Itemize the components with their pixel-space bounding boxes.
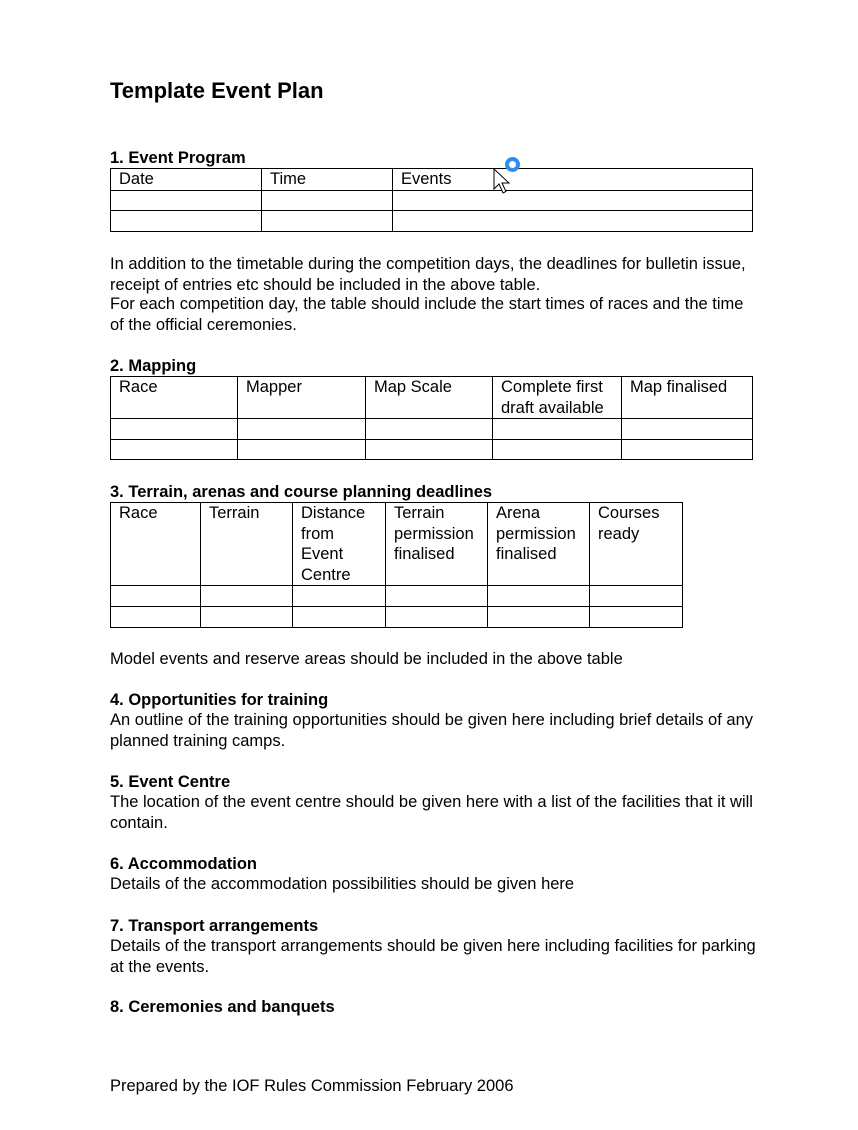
table-header-cell: Race <box>111 503 201 586</box>
section-7-text: Details of the transport arrangements should be given here including facilities for parking at the events. <box>110 937 756 976</box>
table-header-cell: Terrain <box>201 503 293 586</box>
mapping-table <box>110 376 753 460</box>
table-cell[interactable] <box>393 190 753 210</box>
footer-text: Prepared by the IOF Rules Commission February 2006 <box>110 1077 514 1095</box>
table-cell[interactable] <box>262 210 393 231</box>
table-cell[interactable] <box>366 419 493 440</box>
table-cell[interactable] <box>111 440 238 460</box>
table-cell[interactable] <box>111 586 201 607</box>
table-header-row <box>111 377 753 419</box>
table-cell[interactable] <box>111 190 262 210</box>
table-row <box>111 419 753 440</box>
table-cell[interactable] <box>293 586 386 607</box>
table-cell[interactable] <box>488 586 590 607</box>
table-header-cell: Terrain permission finalised <box>386 503 488 586</box>
section-1-heading: 1. Event Program <box>110 149 246 167</box>
page-title: Template Event Plan <box>110 78 324 103</box>
table-cell[interactable] <box>386 607 488 628</box>
table-header-cell: Complete first draft available <box>493 377 622 419</box>
event-program-table <box>110 168 753 232</box>
section-8-heading: 8. Ceremonies and banquets <box>110 998 335 1016</box>
table-header-cell: Map finalised <box>622 377 753 419</box>
table-cell[interactable] <box>111 419 238 440</box>
section-3-note: Model events and reserve areas should be included in the above table <box>110 650 623 668</box>
table-cell[interactable] <box>111 607 201 628</box>
table-cell[interactable] <box>488 607 590 628</box>
section-4-text: An outline of the training opportunities should be given here including brief details of any planned training camps. <box>110 711 754 750</box>
table-cell[interactable] <box>393 210 753 231</box>
table-header-row <box>111 503 683 586</box>
table-cell[interactable] <box>262 190 393 210</box>
table-header-cell: Courses ready <box>590 503 683 586</box>
table-header-row <box>111 169 753 191</box>
table-cell[interactable] <box>493 419 622 440</box>
mouse-pointer-icon <box>493 168 513 198</box>
section-5-heading: 5. Event Centre <box>110 773 231 791</box>
section-2-heading: 2. Mapping <box>110 357 197 375</box>
table-row <box>111 607 683 628</box>
table-cell[interactable] <box>622 419 753 440</box>
table-cell[interactable] <box>111 210 262 231</box>
table-cell[interactable] <box>366 440 493 460</box>
terrain-deadlines-table <box>110 502 683 628</box>
table-header-cell: Map Scale <box>366 377 493 419</box>
table-header-cell: Events <box>393 169 753 191</box>
section-1-paragraph-1: In addition to the timetable during the competition days, the deadlines for bulletin issue, receipt of entries etc should be included in the above table. <box>110 255 746 294</box>
table-header-cell: Race <box>111 377 238 419</box>
section-3-heading: 3. Terrain, arenas and course planning deadlines <box>110 483 493 501</box>
table-cell[interactable] <box>293 607 386 628</box>
table-cell[interactable] <box>238 440 366 460</box>
table-header-cell: Distance from Event Centre <box>293 503 386 586</box>
table-row <box>111 210 753 231</box>
table-cell[interactable] <box>386 586 488 607</box>
table-header-cell: Date <box>111 169 262 191</box>
section-6-text: Details of the accommodation possibilities should be given here <box>110 875 575 893</box>
table-cell[interactable] <box>622 440 753 460</box>
section-5-text: The location of the event centre should be given here with a list of the facilities that it will contain. <box>110 793 753 832</box>
table-cell[interactable] <box>590 586 683 607</box>
table-header-cell: Time <box>262 169 393 191</box>
table-header-cell: Arena permission finalised <box>488 503 590 586</box>
table-row <box>111 190 753 210</box>
table-cell[interactable] <box>590 607 683 628</box>
section-4-heading: 4. Opportunities for training <box>110 691 329 709</box>
section-7-heading: 7. Transport arrangements <box>110 917 319 935</box>
table-header-cell: Mapper <box>238 377 366 419</box>
section-6-heading: 6. Accommodation <box>110 855 257 873</box>
table-cell[interactable] <box>238 419 366 440</box>
table-row <box>111 586 683 607</box>
table-cell[interactable] <box>493 440 622 460</box>
table-cell[interactable] <box>201 586 293 607</box>
table-row <box>111 440 753 460</box>
table-cell[interactable] <box>201 607 293 628</box>
section-1-paragraph-2: For each competition day, the table should include the start times of races and the time of the official ceremonies. <box>110 295 744 334</box>
